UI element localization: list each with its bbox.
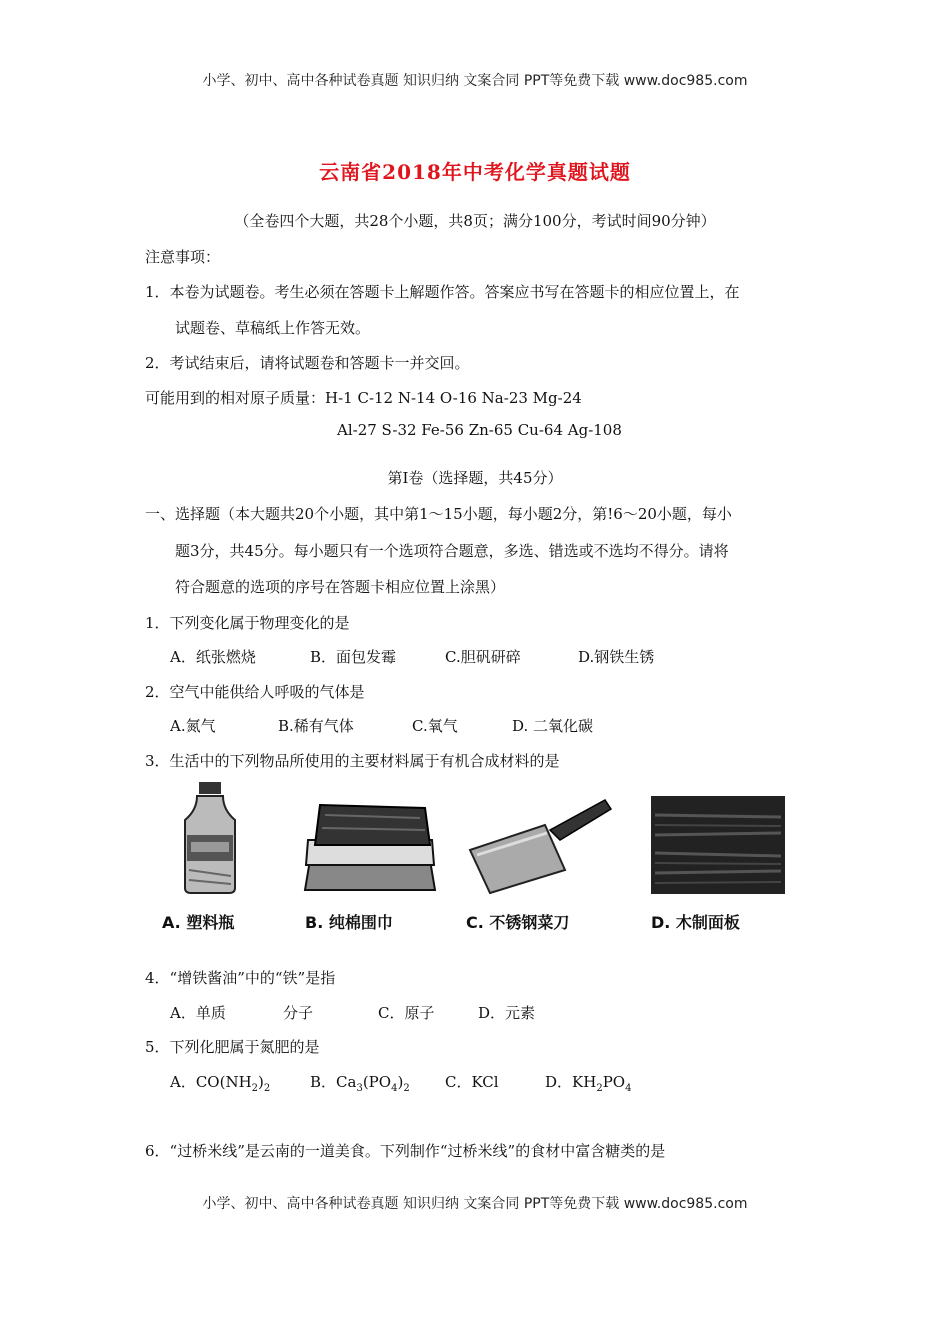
q4-option-d: D．元素: [478, 1004, 536, 1022]
cotton-scarf-image: [300, 800, 440, 895]
q2-stem: 2．空气中能供给人呼吸的气体是: [145, 683, 365, 701]
q2-option-b: B.稀有气体: [278, 717, 354, 735]
q6-stem: 6．“过桥米线”是云南的一道美食。下列制作“过桥米线”的食材中富含糖类的是: [145, 1142, 666, 1160]
q3-option-d: D. 木制面板: [651, 913, 740, 932]
q3-option-b: B. 纯棉围巾: [305, 913, 393, 932]
steel-cleaver-image: [465, 795, 615, 895]
page-footer: 小学、初中、高中各种试卷真题 知识归纳 文案合同 PPT等免费下载 www.doc985.com: [202, 1196, 748, 1212]
q5-stem: 5．下列化肥属于氮肥的是: [145, 1038, 320, 1056]
atomic-masses-1: 可能用到的相对原子质量：H-1 C-12 N-14 O-16 Na-23 Mg-24: [145, 389, 582, 407]
q2-option-a: A.氮气: [170, 717, 216, 735]
q1-stem: 1．下列变化属于物理变化的是: [145, 614, 350, 632]
q4-option-a: A．单质: [170, 1004, 226, 1022]
q5-option-d: D．$KH_2PO_4$: [545, 1073, 632, 1094]
q1-option-c: C.胆矾研碎: [445, 648, 521, 666]
q2-option-d: D. 二氧化碳: [512, 717, 594, 735]
q4-option-b: 分子: [283, 1004, 314, 1022]
q1-option-a: A．纸张燃烧: [170, 648, 256, 666]
q3-option-a: A. 塑料瓶: [162, 913, 235, 932]
q3-option-c: C. 不锈钢菜刀: [466, 913, 570, 932]
notice-1-cont: 试题卷、草稿纸上作答无效。: [175, 319, 371, 337]
q5-option-c: C．KCl: [445, 1073, 499, 1091]
q3-stem: 3．生活中的下列物品所使用的主要材料属于有机合成材料的是: [145, 752, 560, 770]
notice-heading: 注意事项：: [145, 248, 221, 266]
q5-option-a: A．$CO(NH_2)_2$: [170, 1073, 271, 1094]
q1-option-b: B．面包发霉: [310, 648, 397, 666]
q4-option-c: C．原子: [378, 1004, 435, 1022]
part1-instructions-3: 符合题意的选项的序号在答题卡相应位置上涂黑）: [175, 578, 506, 596]
part1-instructions-2: 题3分，共45分。每小题只有一个选项符合题意，多选、错选或不选均不得分。请将: [175, 542, 729, 560]
section-title: 第Ⅰ卷（选择题，共45分）: [387, 469, 563, 487]
atomic-masses-2: Al-27 S-32 Fe-56 Zn-65 Cu-64 Ag-108: [337, 421, 622, 439]
q4-stem: 4．“增铁酱油”中的“铁”是指: [145, 969, 336, 987]
subtitle: （全卷四个大题，共28个小题，共8页；满分100分，考试时间90分钟）: [234, 212, 716, 230]
q5-option-b: B．$Ca_3(PO_4)_2$: [310, 1073, 410, 1094]
wooden-board-image: [650, 795, 786, 895]
page-header: 小学、初中、高中各种试卷真题 知识归纳 文案合同 PPT等免费下载 www.doc985.com: [202, 73, 748, 89]
plastic-bottle-image: [175, 780, 245, 895]
notice-1: 1．本卷为试题卷。考生必须在答题卡上解题作答。答案应书写在答题卡的相应位置上，在: [145, 283, 740, 301]
notice-2: 2．考试结束后，请将试题卷和答题卡一并交回。: [145, 354, 470, 372]
part1-instructions: 一、选择题（本大题共20个小题，其中第1～15小题，每小题2分，第!6～20小题，每小: [145, 505, 732, 523]
q2-option-c: C.氧气: [412, 717, 458, 735]
page-title: 云南省2018年中考化学真题试题: [319, 160, 631, 184]
q1-option-d: D.钢铁生锈: [578, 648, 655, 666]
